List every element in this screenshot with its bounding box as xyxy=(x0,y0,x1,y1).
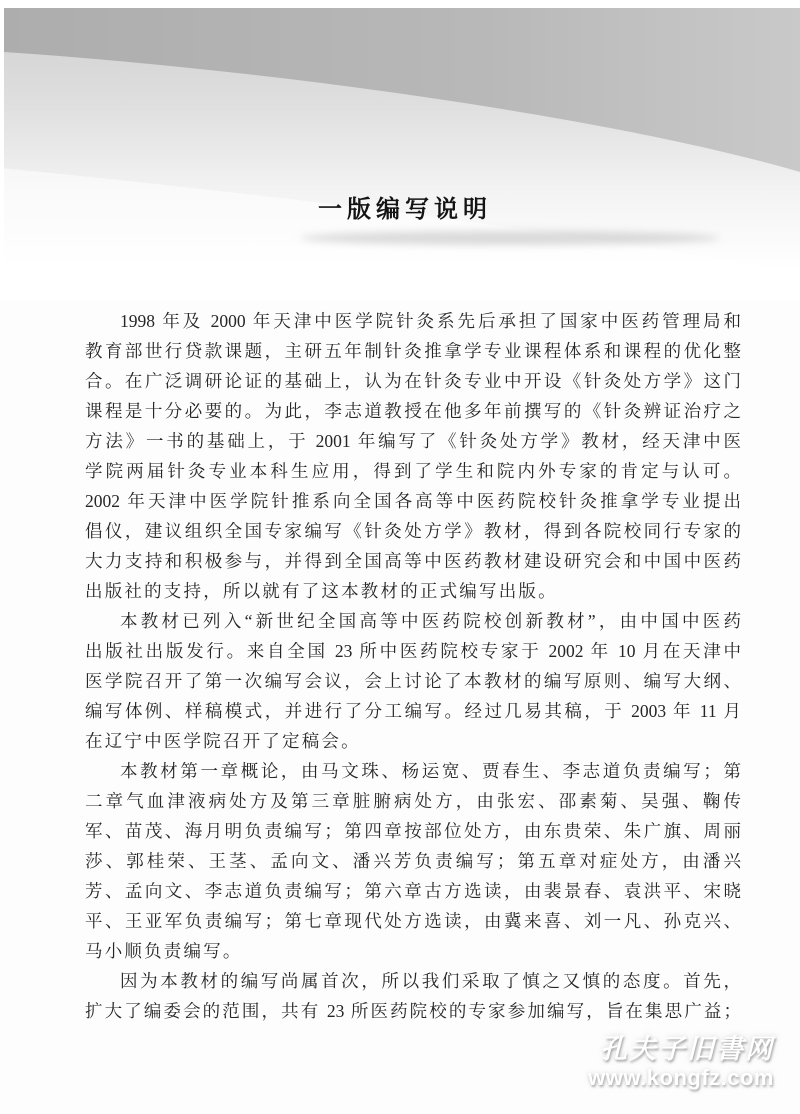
text-line: 倡仪，建议组织全国专家编写《针灸处方学》教材，得到各院校同行专家的 xyxy=(85,521,741,541)
text-line: 本教材第一章概论，由马文珠、杨运宽、贾春生、李志道负责编写；第 xyxy=(120,761,741,781)
text-line: 1998 年及 2000 年天津中医学院针灸系先后承担了国家中医药管理局和 xyxy=(120,311,741,331)
text-line: 平、王亚军负责编写；第七章现代处方选读，由冀来喜、刘一凡、孙克兴、 xyxy=(85,911,741,931)
text-line: 马小顺负责编写。 xyxy=(85,941,243,961)
text-line: 医学院召开了第一次编写会议，会上讨论了本教材的编写原则、编写大纲、 xyxy=(85,671,741,691)
text-line: 出版社出版发行。来自全国 23 所中医药院校专家于 2002 年 10 月在天津中 xyxy=(85,641,741,661)
text-line: 扩大了编委会的范围，共有 23 所医药院校的专家参加编写，旨在集思广益； xyxy=(85,1001,741,1021)
text-line: 学院两届针灸专业本科生应用，得到了学生和院内外专家的肯定与认可。 xyxy=(85,461,741,481)
text-line: 因为本教材的编写尚属首次，所以我们采取了慎之又慎的态度。首先， xyxy=(120,971,741,991)
watermark-site-url: www.kongfz.com xyxy=(588,1065,774,1090)
text-line: 在辽宁中医学院召开了定稿会。 xyxy=(85,731,361,751)
text-line: 大力支持和积极参与，并得到全国高等中医药教材建设研究会和中国中医药 xyxy=(85,551,741,571)
paragraph xyxy=(85,306,741,606)
page-body xyxy=(85,306,741,1026)
paragraph xyxy=(85,966,741,1026)
paragraph xyxy=(85,756,741,966)
text-line: 出版社的支持，所以就有了这本教材的正式编写出版。 xyxy=(85,581,558,601)
page-title: 一版编写说明 xyxy=(318,196,492,223)
text-line: 2002 年天津中医学院针推系向全国各高等中医药院校针灸推拿学专业提出 xyxy=(85,491,741,511)
paragraph xyxy=(85,606,741,756)
text-line: 方法》一书的基础上，于 2001 年编写了《针灸处方学》教材，经天津中医 xyxy=(85,431,741,451)
text-line: 教育部世行贷款课题，主研五年制针灸推拿学专业课程体系和课程的优化整 xyxy=(85,341,741,361)
text-line: 莎、郭桂荣、王茎、孟向文、潘兴芳负责编写；第五章对症处方，由潘兴 xyxy=(85,851,741,871)
text-line: 军、苗茂、海月明负责编写；第四章按部位处方，由东贵荣、朱广旗、周丽 xyxy=(85,821,741,841)
watermark-site-name: 孔夫子旧書网 xyxy=(600,1034,774,1064)
text-line: 芳、孟向文、李志道负责编写；第六章古方选读，由裴景春、袁洪平、宋晓 xyxy=(85,881,741,901)
text-line: 合。在广泛调研论证的基础上，认为在针灸专业中开设《针灸处方学》这门 xyxy=(85,371,741,391)
text-line: 本教材已列入“新世纪全国高等中医药院校创新教材”，由中国中医药 xyxy=(120,611,741,631)
watermark xyxy=(588,1036,774,1089)
text-line: 编写体例、样稿模式，并进行了分工编写。经过几易其稿，于 2003 年 11 月 xyxy=(85,701,741,721)
text-line: 课程是十分必要的。为此，李志道教授在他多年前撰写的《针灸辨证治疗之 xyxy=(85,401,741,421)
header-swoosh-art xyxy=(0,0,800,300)
text-line: 二章气血津液病处方及第三章脏腑病处方，由张宏、邵素菊、吴强、鞠传 xyxy=(85,791,741,811)
